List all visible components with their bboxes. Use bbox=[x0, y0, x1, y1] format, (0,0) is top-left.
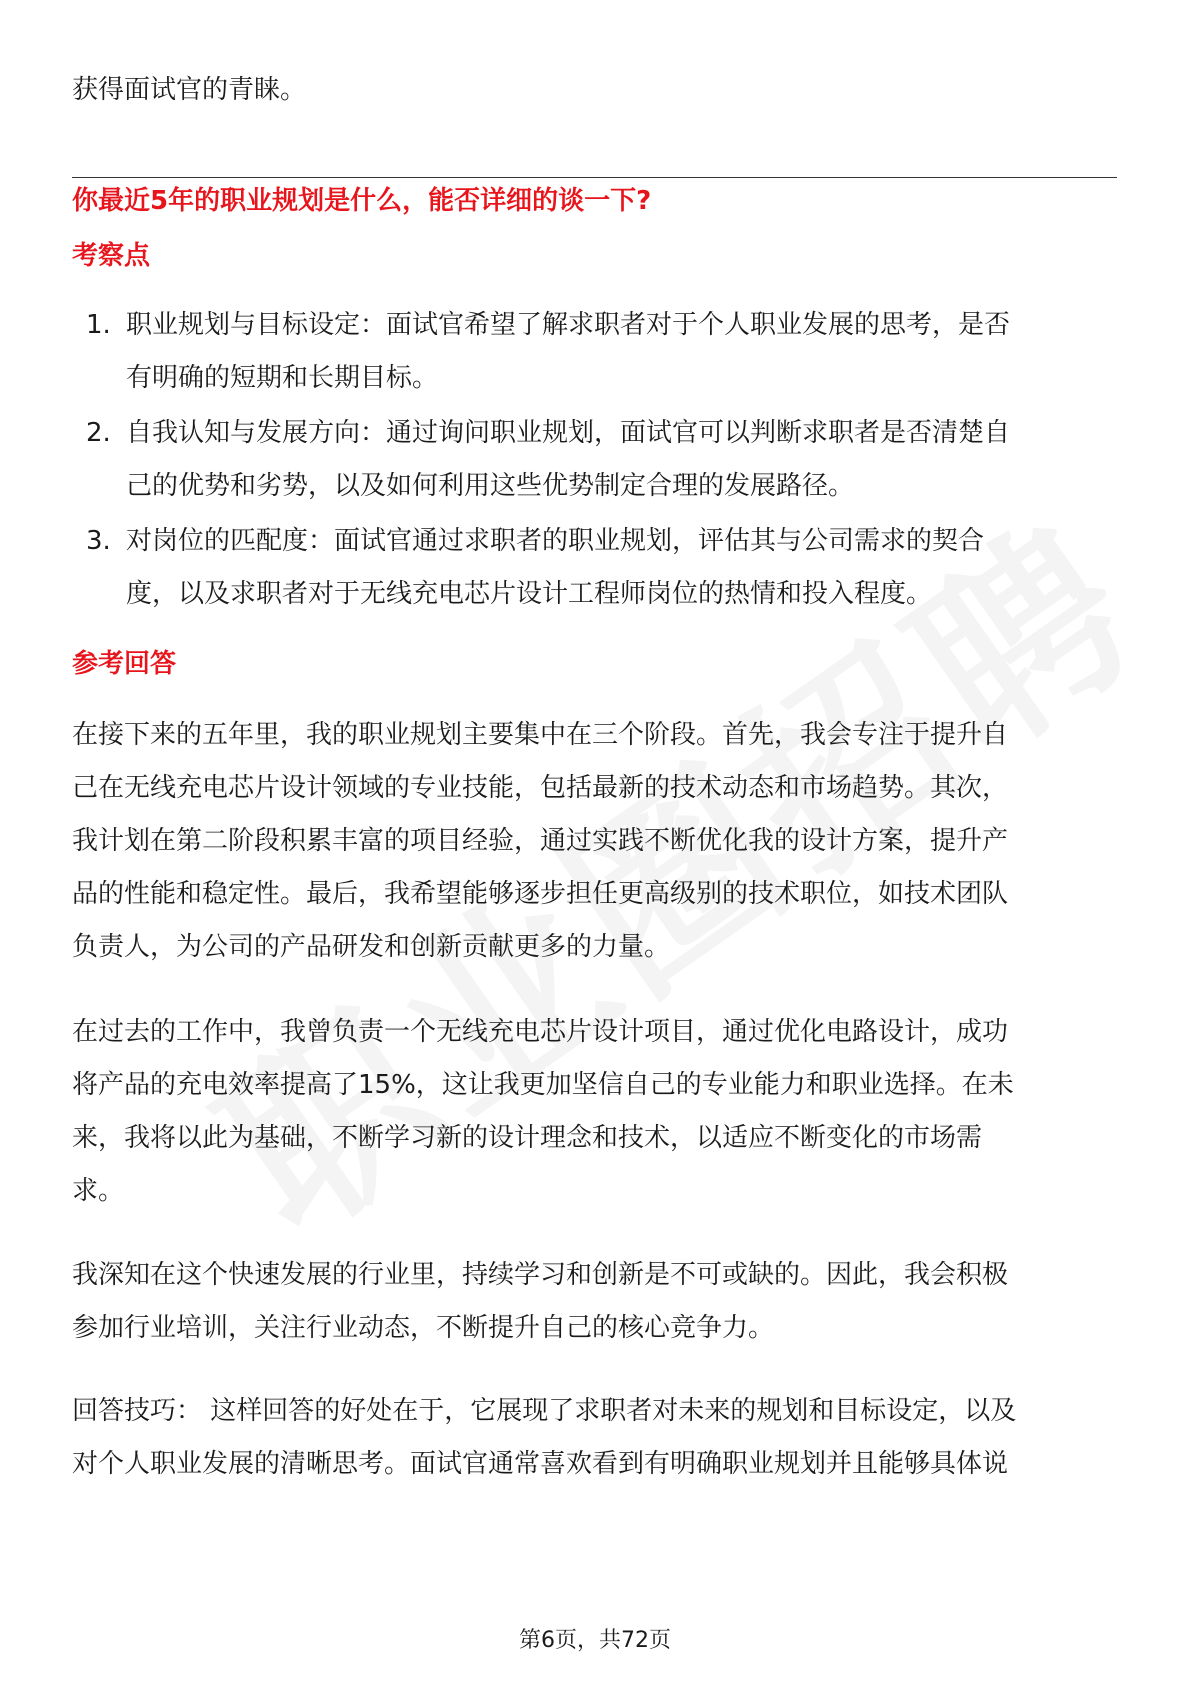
paragraph-line: 求。 bbox=[72, 1176, 125, 1206]
paragraph-line: 品的性能和稳定性。最后，我希望能够逐步担任更高级别的技术职位，如技术团队 bbox=[72, 879, 1009, 909]
paragraph-line: 将产品的充电效率提高了15%，这让我更加坚信自己的专业能力和职业选择。在未 bbox=[72, 1070, 1014, 1100]
paragraph-line: 在过去的工作中，我曾负责一个无线充电芯片设计项目，通过优化电路设计，成功 bbox=[72, 1017, 1009, 1047]
list-item-number: 2. bbox=[86, 418, 111, 448]
list-item-line: 度，以及求职者对于无线充电芯片设计工程师岗位的热情和投入程度。 bbox=[126, 579, 933, 609]
list-item-number: 3. bbox=[86, 526, 111, 556]
paragraph-line: 在接下来的五年里，我的职业规划主要集中在三个阶段。首先，我会专注于提升自 bbox=[72, 720, 1009, 750]
answer-section-title: 参考回答 bbox=[72, 649, 177, 679]
list-item-line: 对岗位的匹配度：面试官通过求职者的职业规划，评估其与公司需求的契合 bbox=[126, 526, 985, 556]
paragraph-line: 来，我将以此为基础，不断学习新的设计理念和技术，以适应不断变化的市场需 bbox=[72, 1123, 983, 1153]
list-item-line: 有明确的短期和长期目标。 bbox=[126, 363, 439, 393]
list-item-number: 1. bbox=[86, 310, 111, 340]
paragraph-line: 参加行业培训，关注行业动态，不断提升自己的核心竞争力。 bbox=[72, 1313, 775, 1343]
paragraph-line: 己在无线充电芯片设计领域的专业技能，包括最新的技术动态和市场趋势。其次， bbox=[72, 773, 1009, 803]
paragraph-line: 我计划在第二阶段积累丰富的项目经验，通过实践不断优化我的设计方案，提升产 bbox=[72, 826, 1009, 856]
paragraph-line: 负责人，为公司的产品研发和创新贡献更多的力量。 bbox=[72, 932, 671, 962]
paragraph-line: 回答技巧： 这样回答的好处在于，它展现了求职者对未来的规划和目标设定，以及 bbox=[72, 1396, 1017, 1426]
section-divider bbox=[72, 177, 1117, 178]
page-footer: 第6页，共72页 bbox=[519, 1628, 671, 1653]
paragraph-line: 对个人职业发展的清晰思考。面试官通常喜欢看到有明确职业规划并且能够具体说 bbox=[72, 1449, 1009, 1479]
list-item-line: 职业规划与目标设定：面试官希望了解求职者对于个人职业发展的思考，是否 bbox=[126, 310, 1011, 340]
list-item-line: 己的优势和劣势，以及如何利用这些优势制定合理的发展路径。 bbox=[126, 471, 855, 501]
paragraph-line: 我深知在这个快速发展的行业里，持续学习和创新是不可或缺的。因此，我会积极 bbox=[72, 1260, 1009, 1290]
question-heading: 你最近5年的职业规划是什么，能否详细的谈一下? bbox=[72, 186, 652, 216]
list-item-line: 自我认知与发展方向：通过询问职业规划，面试官可以判断求职者是否清楚自 bbox=[126, 418, 1011, 448]
points-section-title: 考察点 bbox=[72, 241, 151, 271]
continued-text-line: 获得面试官的青睐。 bbox=[72, 75, 307, 105]
